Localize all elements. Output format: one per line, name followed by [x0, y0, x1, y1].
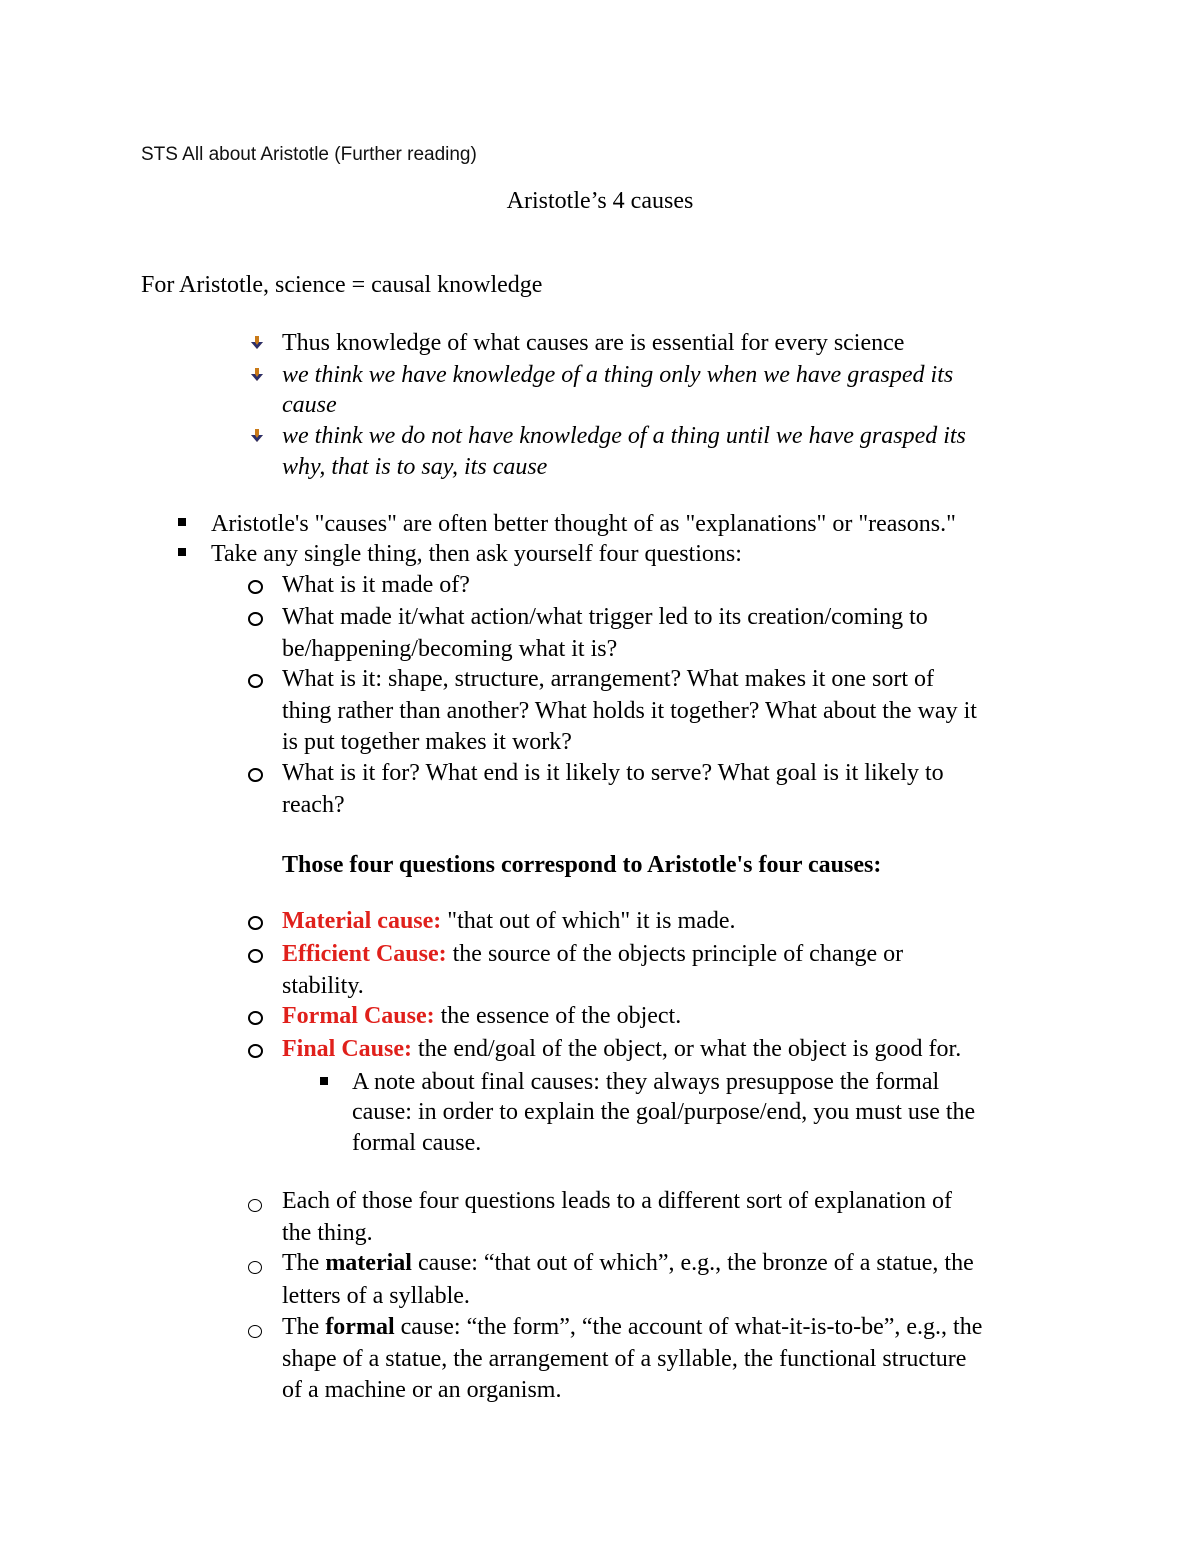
square-item-2: Take any single thing, then ask yourself four questions:	[211, 541, 742, 567]
square-bullet-icon	[178, 548, 186, 556]
cause-final	[282, 1034, 961, 1065]
explanation-1-line-2: the thing.	[282, 1220, 373, 1246]
arrow-item-3-line-2: why, that is to say, its cause	[282, 454, 548, 480]
arrow-item-1-line-1: Thus knowledge of what causes are is essential for every science	[282, 330, 905, 356]
arrow-item-2-line-2: cause	[282, 392, 337, 418]
question-4-line-1: What is it for? What end is it likely to serve? What goal is it likely to	[282, 760, 944, 786]
square-item-1: Aristotle's "causes" are often better thought of as "explanations" or "reasons."	[211, 511, 956, 537]
cause-formal-name: Formal Cause:	[282, 1003, 435, 1029]
cause-efficient	[282, 939, 903, 970]
intro-line: For Aristotle, science = causal knowledge	[141, 272, 543, 298]
cause-material-name: Material cause:	[282, 908, 442, 934]
cause-formal	[282, 1001, 681, 1032]
document-header: STS All about Aristotle (Further reading)	[141, 144, 477, 165]
circle-bullet-icon	[248, 1011, 263, 1025]
arrow-item-2-line-1: we think we have knowledge of a thing only when we have grasped its	[282, 362, 954, 388]
explanation-1-line-1: Each of those four questions leads to a different sort of explanation of	[282, 1188, 953, 1214]
question-3-line-1: What is it: shape, structure, arrangement? What makes it one sort of	[282, 666, 935, 692]
circle-bullet-icon	[248, 1325, 262, 1338]
circle-bullet-icon	[248, 916, 263, 930]
cause-final-name: Final Cause:	[282, 1036, 413, 1062]
explanation-material-line-2: letters of a syllable.	[282, 1283, 470, 1309]
down-arrow-bullet-icon	[250, 336, 264, 350]
circle-bullet-icon	[248, 580, 263, 594]
final-note-line-2: cause: in order to explain the goal/purpose/end, you must use the	[352, 1099, 976, 1125]
cause-material-desc: "that out of which" it is made.	[441, 908, 736, 934]
question-3-line-3: is put together makes it work?	[282, 729, 572, 755]
cause-formal-desc: the essence of the object.	[434, 1003, 682, 1029]
final-note-line-3: formal cause.	[352, 1130, 482, 1156]
causes-heading: Those four questions correspond to Aristotle's four causes:	[282, 852, 882, 878]
square-bullet-icon	[320, 1077, 328, 1085]
explanation-formal-keyword: formal	[325, 1314, 395, 1340]
explanation-formal-prefix: The	[282, 1314, 326, 1340]
explanation-material-keyword: material	[325, 1250, 412, 1276]
circle-bullet-icon	[248, 674, 263, 688]
circle-bullet-icon	[248, 612, 263, 626]
question-3-line-2: thing rather than another? What holds it together? What about the way it	[282, 698, 977, 724]
circle-bullet-icon	[248, 1199, 262, 1212]
square-bullet-icon	[178, 518, 186, 526]
explanation-formal-line-3: of a machine or an organism.	[282, 1377, 562, 1403]
down-arrow-bullet-icon	[250, 429, 264, 443]
explanation-material-prefix: The	[282, 1250, 326, 1276]
cause-final-desc: the end/goal of the object, or what the object is good for.	[412, 1036, 962, 1062]
explanation-material-line-1	[282, 1248, 974, 1279]
circle-bullet-icon	[248, 1261, 262, 1274]
cause-efficient-line-2: stability.	[282, 973, 364, 999]
cause-material	[282, 906, 736, 937]
down-arrow-bullet-icon	[250, 368, 264, 382]
arrow-item-3-line-1: we think we do not have knowledge of a thing until we have grasped its	[282, 423, 966, 449]
cause-efficient-name: Efficient Cause:	[282, 941, 447, 967]
explanation-formal-line-2: shape of a statue, the arrangement of a syllable, the functional structure	[282, 1346, 967, 1372]
explanation-formal-rest: cause: “the form”, “the account of what-it-is-to-be”, e.g., the	[394, 1314, 983, 1340]
circle-bullet-icon	[248, 1044, 263, 1058]
circle-bullet-icon	[248, 768, 263, 782]
final-note-line-1: A note about final causes: they always presuppose the formal	[352, 1069, 940, 1095]
document-title: Aristotle’s 4 causes	[506, 188, 694, 214]
question-2-line-1: What made it/what action/what trigger led to its creation/coming to	[282, 604, 928, 630]
explanation-formal-line-1	[282, 1312, 982, 1343]
question-1: What is it made of?	[282, 572, 470, 598]
question-2-line-2: be/happening/becoming what it is?	[282, 636, 618, 662]
question-4-line-2: reach?	[282, 792, 345, 818]
cause-efficient-desc: the source of the objects principle of change or	[446, 941, 904, 967]
explanation-material-rest: cause: “that out of which”, e.g., the bronze of a statue, the	[411, 1250, 974, 1276]
circle-bullet-icon	[248, 949, 263, 963]
